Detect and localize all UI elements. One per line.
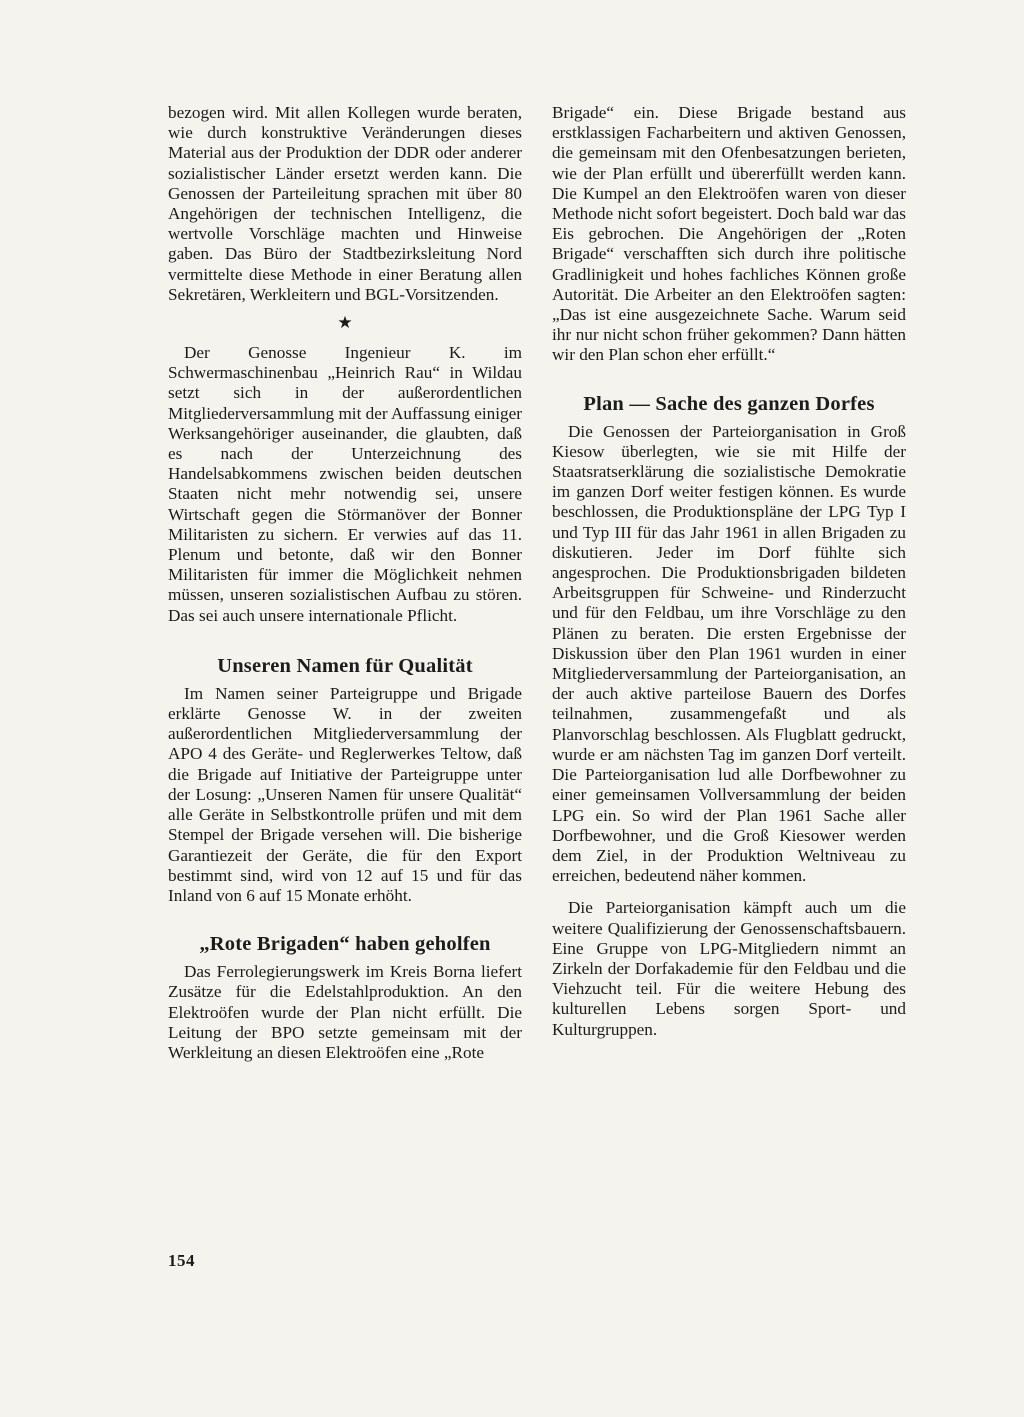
right-column	[552, 103, 906, 1040]
paragraph: Die Parteiorganisation kämpft auch um die weitere Qualifizierung der Genossenschaftsbauern. Eine Gruppe von LPG-Mitgliedern nimmt an Zirkeln der Dorfakademie für den Feldbau und die Viehzucht teil. Für die weitere Hebung des kulturellen Lebens sorgen Sport- und Kulturgruppen.	[552, 898, 906, 1039]
paragraph: Das Ferrolegierungswerk im Kreis Borna liefert Zusätze für die Edelstahlproduktion. An den Elektroöfen wurde der Plan nicht erfüllt. Die Leitung der BPO setzte gemeinsam mit der Werkleitung an diesen Elektroöfen eine „Rote	[168, 962, 522, 1062]
paragraph: Der Genosse Ingenieur K. im Schwermaschinenbau „Heinrich Rau“ in Wildau setzt sich in der außerordentlichen Mitgliederversammlung mit der Auffassung einiger Werksangehöriger auseinander, die glaubten, daß es nach der Unterzeichnung des Handelsabkommens zwischen beiden deutschen Staaten nicht mehr notwendig sei, unsere Wirtschaft gegen die Störmanöver der Bonner Militaristen zu sichern. Er verwies auf das 11. Plenum und betonte, daß wir den Bonner Militaristen für immer die Möglichkeit nehmen müssen, unseren sozialistischen Aufbau zu stören. Das sei auch unsere internationale Pflicht.	[168, 343, 522, 625]
paragraph: Die Genossen der Parteiorganisation in Groß Kiesow überlegten, wie sie mit Hilfe der Staatsratserklärung die sozialistische Demokratie im ganzen Dorf weiter festigen können. Es wurde beschlossen, die Produktionspläne der LPG Typ I und Typ III für das Jahr 1961 in allen Brigaden zu diskutieren. Jeder im Dorf fühlte sich angesprochen. Die Produktionsbrigaden bildeten Arbeitsgruppen für Schweine- und Rinderzucht und für den Feldbau, um ihre Vorschläge zu den Plänen zu beraten. Die ersten Ergebnisse der Diskussion über den Plan 1961 wurden in einer Mitgliederversammlung der Parteiorganisation, an der auch aktive parteilose Bauern des Dorfes teilnahmen, zusammengefaßt und als Planvorschlag beschlossen. Als Flugblatt gedruckt, wurde er am nächsten Tag im ganzen Dorf verteilt. Die Parteiorganisation lud alle Dorfbewohner zu einer gemeinsamen Vollversammlung der beiden LPG ein. So wird der Plan 1961 Sache aller Dorfbewohner, und die Groß Kiesower werden dem Ziel, in der Produktion Weltniveau zu erreichen, bedeutend näher kommen.	[552, 421, 906, 886]
section-heading: Unseren Namen für Qualität	[217, 654, 473, 677]
section-separator: ★	[337, 313, 353, 333]
section-heading: Plan — Sache des ganzen Dorfes	[583, 392, 875, 415]
paragraph: Brigade“ ein. Diese Brigade bestand aus erstklassigen Facharbeitern und aktiven Genossen, die gemeinsam mit den Ofenbesatzungen berieten, wie der Plan erfüllt und übererfüllt werden kann. Die Kumpel an den Elektroöfen waren von dieser Methode nicht sofort begeistert. Doch bald war das Eis gebrochen. Die Angehörigen der „Roten Brigade“ verschafften sich durch ihre politische Gradlinigkeit und hohes fachliches Können große Autorität. Die Arbeiter an den Elektroöfen sagten: „Das ist eine ausgezeichnete Sache. Warum seid ihr nur nicht schon früher gekommen? Dann hätten wir den Plan schon eher erfüllt.“	[552, 103, 906, 365]
page-number: 154	[168, 1251, 195, 1270]
section-heading: „Rote Brigaden“ haben geholfen	[199, 933, 491, 956]
left-column	[168, 103, 522, 1063]
paragraph: Im Namen seiner Parteigruppe und Brigade erklärte Genosse W. in der zweiten außerordentlichen Mitgliederversammlung der APO 4 des Geräte- und Reglerwerkes Teltow, daß die Brigade auf Initiative der Parteigruppe unter der Losung: „Unseren Namen für unsere Qualität“ alle Geräte in Selbstkontrolle prüfen und mit dem Stempel der Brigade versehen will. Die bisherige Garantiezeit der Geräte, die für den Export bestimmt sind, wird von 12 auf 15 und für das Inland von 6 auf 15 Monate erhöht.	[168, 683, 522, 905]
paragraph: bezogen wird. Mit allen Kollegen wurde beraten, wie durch konstruktive Veränderungen dieses Material aus der Produktion der DDR oder anderer sozialistischer Länder ersetzt werden kann. Die Genossen der Parteileitung sprachen mit über 80 Angehörigen der technischen Intelligenz, die wertvolle Vorschläge machten und Hinweise gaben. Das Büro der Stadtbezirksleitung Nord vermittelte diese Methode in einer Beratung allen Sekretären, Werkleitern und BGL-Vorsitzenden.	[168, 103, 522, 304]
